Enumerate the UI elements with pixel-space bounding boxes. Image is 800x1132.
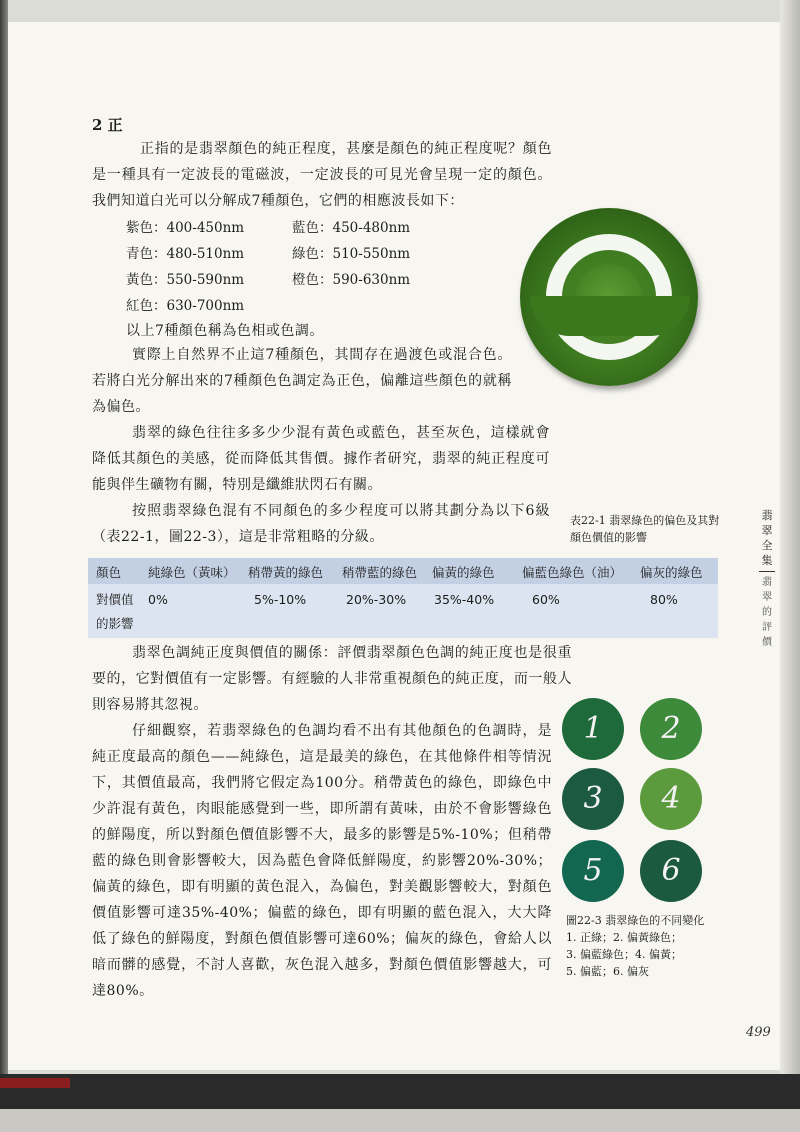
wavelength-item: 綠色：510-550nm xyxy=(292,246,411,262)
page-bottom-edge xyxy=(0,1074,800,1132)
side-tab-subtitle-char: 翡 xyxy=(762,577,772,588)
side-tab-title-char: 集 xyxy=(761,554,773,567)
wavelength-item: 紅色：630-700nm xyxy=(126,298,245,314)
wavelength-item: 橙色：590-630nm xyxy=(292,272,411,288)
table-value-cell: 35%-40% xyxy=(434,592,495,607)
table-caption: 表22-1 翡翠綠色的偏色及其對顏色價值的影響 xyxy=(570,514,720,544)
table-value-cell: 80% xyxy=(650,592,678,607)
figure-caption-line: 1. 正綠；2. 偏黃綠色； xyxy=(566,931,682,944)
figure-caption xyxy=(566,912,736,980)
paragraph-detailed-grading: 仔細觀察，若翡翠綠色的色調均看不出有其他顏色的色調時，是純正度最高的顏色——純綠色，這是最美的綠色，在其他條件相等情況下，其價值最高，我們將它假定為100分。稍帶黃色的綠色，即綠色中少許混有黃色，肉眼能感覺到一些，即所謂有黃味，由於不會影響綠色的鮮陽度，所以對顏色價值影響不大，最多的影響是5%-10%；但稍帶藍的綠色則會影響較大，因為藍色會降低鮮陽度，約影響20%-30%；偏黃的綠色，即有明顯的黃色混入，為偏色，對美觀影響較大，對顏色價值影響可達35%-40%；偏藍的綠色，即有明顯的藍色混入，大大降低了綠色的鮮陽度，對顏色價值影響可達60%；偏灰的綠色，會給人以暗而髒的感覺，不討人喜歡，灰色混入越多，對顏色價值影響越大，可達80%。 xyxy=(92,723,552,999)
wavelength-item: 藍色：450-480nm xyxy=(292,220,411,236)
side-tab-subtitle-char: 翠 xyxy=(762,592,772,603)
table-row-label-line: 對價值 xyxy=(96,592,134,607)
swatch-5: 5 xyxy=(562,840,624,902)
wavelength-item: 青色：480-510nm xyxy=(126,246,245,262)
jade-ring-photo xyxy=(520,208,698,386)
figure-caption-line: 3. 偏藍綠色；4. 偏黃； xyxy=(566,948,682,961)
table-value-cell: 60% xyxy=(532,592,560,607)
book-page xyxy=(8,22,780,1070)
side-tab-subtitle-char: 的 xyxy=(762,607,772,618)
book-spine xyxy=(0,0,8,1132)
table-header-cell: 稍帶藍的綠色 xyxy=(342,565,418,580)
table-header-cell: 偏黃的綠色 xyxy=(432,565,495,580)
section-heading: 2 正 xyxy=(92,116,123,134)
table-row-label-line: 的影響 xyxy=(96,616,134,631)
side-tab-divider xyxy=(759,571,775,572)
table-value-cell: 5%-10% xyxy=(254,592,307,607)
table-header-cell: 顏色 xyxy=(96,565,122,580)
table-value-cell: 20%-30% xyxy=(346,592,407,607)
table-header-cell: 稍帶黃的綠色 xyxy=(248,565,324,580)
table-header-cell: 偏藍色綠色（油） xyxy=(522,565,623,580)
side-tab-title-char: 翠 xyxy=(761,524,773,537)
book-cover-edge xyxy=(0,1078,70,1088)
page-edge-shadow xyxy=(780,0,800,1132)
color-value-table xyxy=(88,558,718,638)
side-tab xyxy=(756,508,778,650)
table-row-label xyxy=(96,588,134,636)
table-header-cell: 偏灰的綠色 xyxy=(640,565,703,580)
intro-paragraph: 正指的是翡翠顏色的純正程度，甚麼是顏色的純正程度呢？顏色是一種具有一定波長的電磁波，一定波長的可見光會呈現一定的顏色。我們知道白光可以分解成7種顏色，它們的相應波長如下： xyxy=(92,141,552,209)
jade-ring-shadow xyxy=(530,296,690,336)
side-tab-title-char: 翡 xyxy=(761,509,773,522)
side-tab-title-char: 全 xyxy=(761,539,773,552)
wavelength-item: 紫色：400-450nm xyxy=(126,220,245,236)
paragraph-value-relation: 翡翠色調純正度與價值的關係：評價翡翠顏色色調的純正度也是很重要的，它對價值有一定影響。有經驗的人非常重視顏色的純正度，而一般人則容易將其忽視。 xyxy=(92,645,572,713)
side-tab-subtitle-char: 價 xyxy=(762,637,772,648)
swatch-3: 3 xyxy=(562,768,624,830)
figure-caption-title: 圖22-3 翡翠綠色的不同變化 xyxy=(566,914,705,927)
side-tab-subtitle-char: 評 xyxy=(762,622,772,633)
swatch-6: 6 xyxy=(640,840,702,902)
swatch-1: 1 xyxy=(562,698,624,760)
swatch-4: 4 xyxy=(640,768,702,830)
wavelength-item: 黃色：550-590nm xyxy=(126,272,245,288)
table-value-cell: 0% xyxy=(148,592,168,607)
paragraph-grading: 按照翡翠綠色混有不同顏色的多少程度可以將其劃分為以下6級（表22-1，圖22-3），這是非常粗略的分級。 xyxy=(92,503,550,545)
paragraph-blend-colors: 實際上自然界不止這7種顏色，其間存在過渡色或混合色。若將白光分解出來的7種顏色色調定為正色，偏離這些顏色的就稱為偏色。 xyxy=(92,347,512,415)
hue-note: 以上7種顏色稱為色相或色調。 xyxy=(126,323,324,339)
page-number: 499 xyxy=(746,1025,771,1040)
paragraph-mixed-colors: 翡翠的綠色往往多多少少混有黃色或藍色，甚至灰色，這樣就會降低其顏色的美感，從而降低其售價。據作者研究，翡翠的純正程度可能與伴生礦物有關，特別是纖維狀閃石有關。 xyxy=(92,425,550,493)
swatch-2: 2 xyxy=(640,698,702,760)
table-header-cell: 純綠色（黃味） xyxy=(148,565,236,580)
figure-caption-line: 5. 偏藍；6. 偏灰 xyxy=(566,965,649,978)
